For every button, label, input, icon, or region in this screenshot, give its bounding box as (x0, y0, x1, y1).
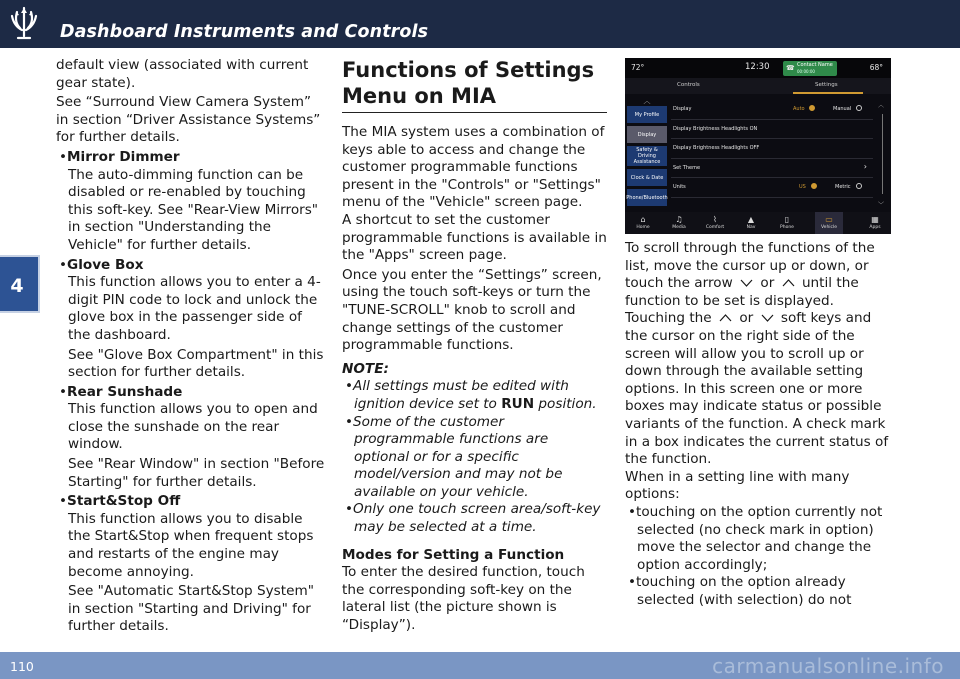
screen-tabs (625, 78, 891, 94)
paragraph: To enter the desired function, touch the corresponding soft-key on the lateral list (the picture shown is “Display”). (342, 564, 585, 634)
paragraph: The MIA system uses a combination of keys able to access and change the customer programmable functions present in the "Controls" or "Settings" menu of the "Vehicle" screen page. (342, 124, 605, 211)
page-footer (0, 652, 960, 679)
car-icon: ▭ (825, 215, 833, 224)
side-item-clock: Clock & Date (627, 169, 667, 186)
chevron-up-icon (782, 278, 795, 288)
settings-row: Display Brightness Headlights ON (671, 120, 873, 140)
tab-controls: Controls (677, 82, 700, 88)
bullet-item: •Mirror Dimmer (59, 148, 180, 165)
paragraph: This function allows you to disable the Start&Stop when frequent stops and restarts of the engine may become annoying. (68, 510, 314, 580)
paragraph: See "Rear Window" in section "Before Starting" for further details. (68, 456, 325, 490)
note-item: •All settings must be edited with ignition device set to RUN position. (345, 378, 597, 412)
paragraph: This function allows you to open and close the sunshade on the rear window. (68, 401, 318, 453)
chapter-number: 4 (10, 275, 24, 297)
paragraph: Touching the or soft keys and the cursor on the right side of the screen will allow you to scroll up or down through the available setting options. In this screen one or more boxes may indicate status or possible variants of the function. A check mark in a box indicates the current status of the function. (625, 310, 889, 468)
side-item-safety: Safety & Driving Assistance (627, 146, 667, 166)
column-right (625, 240, 893, 609)
nav-vehicle: ▭ Vehicle (815, 212, 843, 234)
chevron-up-icon (719, 313, 732, 323)
chevron-up-icon: ︿ (643, 97, 651, 105)
subheading: Modes for Setting a Function (342, 546, 565, 563)
paragraph: See "Automatic Start&Stop System" in section "Starting and Driving" for further details. (68, 583, 314, 635)
settings-row: Units US Metric (671, 178, 873, 198)
column-left (56, 57, 326, 636)
chapter-tab (0, 255, 40, 313)
home-icon: ⌂ (640, 215, 646, 224)
paragraph: default view (associated with current gear state). (56, 57, 309, 91)
navigation-icon: ▲ (747, 215, 755, 224)
settings-row: Display Brightness Headlights OFF (671, 139, 873, 159)
active-tab-indicator (793, 92, 863, 94)
section-title: Dashboard Instruments and Controls (60, 22, 429, 42)
clock: 12:30 (745, 62, 770, 72)
status-bar (625, 58, 891, 78)
bullet-title: Glove Box (67, 256, 144, 273)
tab-settings: Settings (815, 82, 838, 88)
paragraph: A shortcut to set the customer programmable functions is available in the "Apps" screen page. (342, 211, 607, 264)
contact-name: Contact Name (797, 62, 833, 68)
side-item-phone: Phone/Bluetooth (627, 189, 667, 206)
settings-row: Display Auto Manual (671, 100, 873, 120)
bullet-title: Start&Stop Off (67, 493, 181, 510)
nav-apps: ▦ Apps (861, 214, 889, 230)
divider (342, 112, 607, 113)
contact-time: 00:00:00 (797, 69, 815, 74)
bullet-item: •touching on the option currently not selected (no check mark in option) move the selector and change the option accordingly; (628, 503, 883, 573)
side-item-my-profile: My Profile (627, 106, 667, 123)
paragraph: The auto-dimming function can be disabled or re-enabled by touching this soft-key. See "Rear-View Mirrors" in section "Understanding the Vehicle" for further details. (68, 166, 319, 253)
seat-icon: ⌇ (713, 215, 717, 224)
bullet-title: Rear Sunshade (67, 383, 183, 400)
paragraph: When in a setting line with many options: (625, 468, 850, 503)
paragraph: This function allows you to enter a 4-digit PIN code to lock and unlock the glove box in the passenger side of the dashboard. (68, 274, 321, 343)
bullet-item: •Glove Box (59, 256, 144, 273)
nav-media: ♫ Media (665, 214, 693, 230)
page-header (0, 0, 960, 48)
column-middle (342, 57, 607, 635)
bullet-item: •Rear Sunshade (59, 383, 183, 400)
paragraph: See “Surround View Camera System” in section “Driver Assistance Systems” for further details. (56, 94, 321, 146)
chevron-down-icon (761, 313, 774, 323)
paragraph: See "Glove Box Compartment" in this section for further details. (68, 346, 324, 381)
note-item: •Some of the customer programmable functions are optional or for a specific model/version and may not be available on your vehicle. (345, 413, 563, 500)
chevron-up-icon: ︿ (878, 102, 885, 109)
radio-icon (811, 183, 817, 189)
bullet-title: Mirror Dimmer (67, 148, 180, 165)
heading: Functions of Settings Menu on MIA (342, 58, 595, 108)
nav-nav: ▲ Nav (737, 214, 765, 230)
note-item: •Only one touch screen area/soft-key may be selected at a time. (345, 501, 601, 536)
settings-screen-image (625, 58, 891, 234)
screen-nav-bar (625, 212, 891, 234)
watermark: carmanualsonline.info (712, 654, 944, 678)
chevron-down-icon (740, 278, 753, 288)
temperature-right: 68° (869, 63, 883, 72)
music-icon: ♫ (675, 215, 683, 224)
chevron-right-icon: › (863, 161, 867, 171)
screen-scrollbar (879, 100, 885, 212)
radio-icon (809, 105, 815, 111)
radio-icon (856, 183, 862, 189)
phone-icon: ▯ (784, 215, 790, 224)
bullet-item: •touching on the option already selected (with selection) do not (628, 574, 852, 608)
paragraph: To scroll through the functions of the list, move the cursor up or down, or touch the arrow or until the function to be set is displayed. (625, 240, 875, 309)
nav-comfort: ⌇ Comfort (701, 214, 729, 230)
temperature-left: 72° (631, 63, 645, 72)
contact-badge (783, 61, 837, 76)
settings-rows (671, 100, 873, 198)
page-number: 110 (10, 659, 34, 674)
bullet-item: •Start&Stop Off (59, 493, 181, 510)
radio-icon (856, 105, 862, 111)
nav-home: ⌂ Home (629, 214, 657, 230)
chevron-down-icon: ﹀ (878, 202, 885, 209)
nav-phone: ▯ Phone (773, 214, 801, 230)
screen-sidebar (627, 96, 667, 209)
note-label: NOTE: (342, 360, 389, 377)
trident-logo-icon (8, 6, 40, 42)
grid-icon: ▦ (871, 215, 879, 224)
settings-row: Set Theme › (671, 159, 873, 179)
phone-icon: ☎ (786, 64, 795, 72)
side-item-display: Display (627, 126, 667, 143)
paragraph: Once you enter the “Settings” screen, using the touch soft-keys or turn the "TUNE-SCROLL" knob to scroll and change settings of the customer programmable functions. (342, 266, 602, 354)
